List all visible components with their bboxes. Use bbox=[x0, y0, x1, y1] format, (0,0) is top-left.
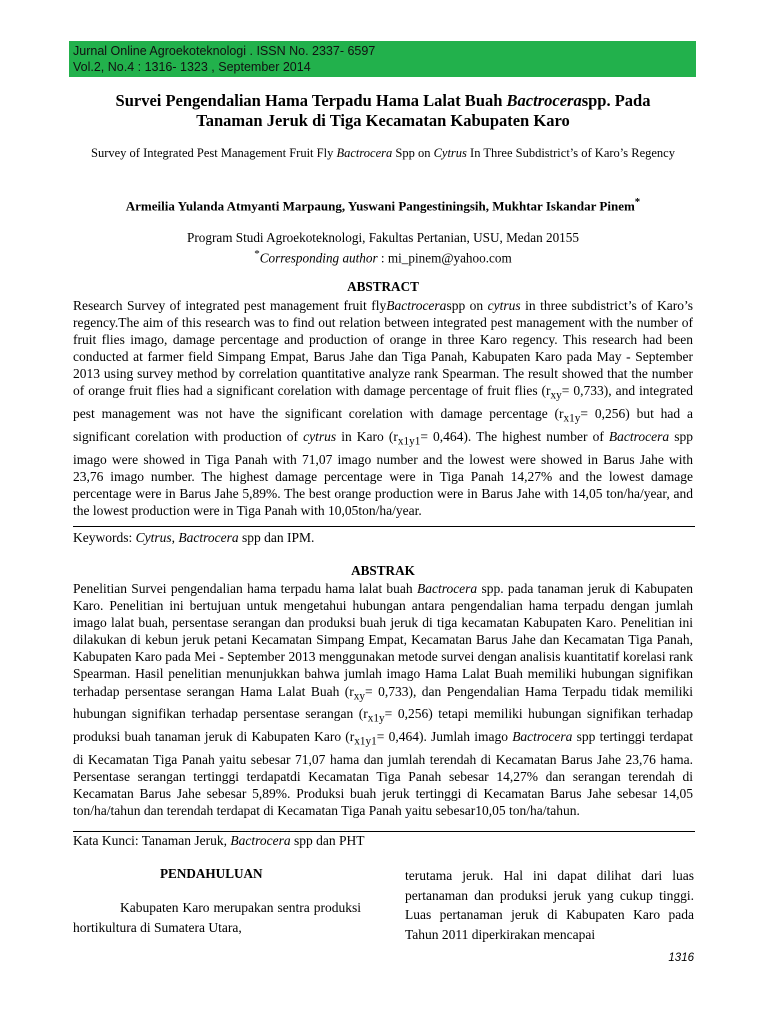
abstrak-body: Penelitian Survei pengendalian hama terpadu hama lalat buah Bactrocera spp. pada tanaman jeruk di Kabupaten Karo. Penelitian ini bertujuan untuk mengetahui hubungan antara pengendalian hama terpadu dengan jumlah imago lalat buah, persentase serangan dan produksi buah jeruk di tiga kecamatan Kabupaten Karo. Penelitian ini dilakukan di kebun jeruk petani Kecamatan Simpang Empat, Kecamatan Barus Jahe dan Kecamatan Tiga Panah, Kabupaten Karo pada Mei - September 2013 menggunakan metode survei dengan analisis kuantitatif korelasi rank Spearman. Hasil penelitian menunjukkan bahwa jumlah imago Hama Lalat Buah memiliki hubungan signifikan terhadap persentase serangan Hama Lalat Buah $(r_{xy}= 0,733)$, dan Pengendalian Hama Terpadu tidak memiliki hubungan signifikan terhadap persentase serangan $(r_{x1y}= 0,256)$ tetapi memiliki hubungan signifikan terhadap produksi buah tanaman jeruk di Kabupaten Karo $(r_{x1y1}= 0,464)$. Jumlah imago Bactrocera spp tertinggi terdapat di Kecamatan Tiga Panah yaitu sebesar 71,07 hama dan jumlah terendah di Kecamatan Barus Jahe 23,76 hama. Persentase serangan tertinggi terdapatdi Kecamatan Tiga Panah sebesar 14,27% dan serangan terendah di Kecamatan Barus Jahe sebesar 5,89%. Produksi buah jeruk tertinggi di Kecamatan Barus Jahe sebesar 14,05 ton/ha/tahun dan terendah terdapat di Kecamatan Tiga Panah yaitu sebesar10,05 ton/ha/tahun. bbox=[73, 581, 694, 819]
journal-header-banner bbox=[69, 41, 696, 77]
journal-header-line-2: Vol.2, No.4 : 1316- 1323 , September 2014 bbox=[73, 60, 311, 74]
paper-title: Survei Pengendalian Hama Terpadu Hama Lalat Buah Bactroceraspp. Pada Tanaman Jeruk di Tiga Kecamatan Kabupaten Karo bbox=[115, 91, 651, 130]
pendahuluan-heading: PENDAHULUAN bbox=[160, 866, 263, 881]
kata-kunci: Kata Kunci: Tanaman Jeruk, Bactrocera spp dan PHT bbox=[73, 833, 365, 848]
affiliation: Program Studi Agroekoteknologi, Fakultas Pertanian, USU, Medan 20155 *Corresponding author : mi_pinem@yahoo.com bbox=[187, 230, 579, 266]
paper-subtitle: Survey of Integrated Pest Management Fruit Fly Bactrocera Spp on Cytrus In Three Subdistrict’s of Karo’s Regency bbox=[91, 146, 675, 160]
corresponding-author-label: Corresponding author bbox=[259, 250, 378, 266]
abstrak-heading: ABSTRAK bbox=[351, 563, 415, 578]
abstract-body: Research Survey of integrated pest management fruit flyBactroceraspp on cytrus in three subdistrict’s of Karo’s regency.The aim of this research was to find out relation between integrated pest management with the number of fruit flies imago, damage percentage and production of orange in three Karo regency. This research had been conducted at farmer field Simpang Empat, Barus Jahe dan Tiga Panah, Kabupaten Karo pada May - September 2013 using survey method by correlation quantitative analyze rank Spearman. The result showed that the number of orange fruit flies had a significant corelation with damage percentage of fruit flies $(r_{xy}= 0,733)$, and integrated pest management was not have the significant corelation with damage percentage $(r_{x1y}= 0,256)$ but had a significant corelation with production of cytrus in Karo $(r_{x1y1}= 0,464)$. The highest number of Bactrocera spp imago were showed in Tiga Panah with 71,07 imago number and the lowest were showed in Barus Jahe with 23,76 imago number. The highest damage percentage were in Tiga Panah 14,27% and the lowest damage percentage were in Barus Jahe 5,89%. The best orange production were in Barus Jahe with 14,05 ton/ha/year, and the lowest production were in Tiga Panah with 10,05ton/ha/year. bbox=[73, 298, 694, 519]
abstract-divider bbox=[73, 526, 695, 527]
page-number: 1316 bbox=[668, 952, 694, 964]
abstrak-divider bbox=[73, 831, 695, 832]
authors: Armeilia Yulanda Atmyanti Marpaung, Yuswani Pangestiningsih, Mukhtar Iskandar Pinem* bbox=[125, 196, 641, 214]
journal-header-line-1: Jurnal Online Agroekoteknologi . ISSN No. 2337- 6597 bbox=[73, 44, 376, 58]
abstract-heading: ABSTRACT bbox=[347, 279, 419, 294]
intro-right-column: terutama jeruk. Hal ini dapat dilihat dari luas pertanaman dan produksi jeruk yang cukup tinggi. Luas pertanaman jeruk di Kabupaten Karo pada Tahun 2011 diperkirakan mencapai bbox=[405, 868, 694, 942]
corresponding-email: : mi_pinem@yahoo.com bbox=[377, 250, 512, 266]
intro-left-column: Kabupaten Karo merupakan sentra produksi hortikultura di Sumatera Utara, bbox=[73, 900, 361, 935]
keywords: Keywords: Cytrus, Bactrocera spp dan IPM. bbox=[73, 530, 315, 545]
